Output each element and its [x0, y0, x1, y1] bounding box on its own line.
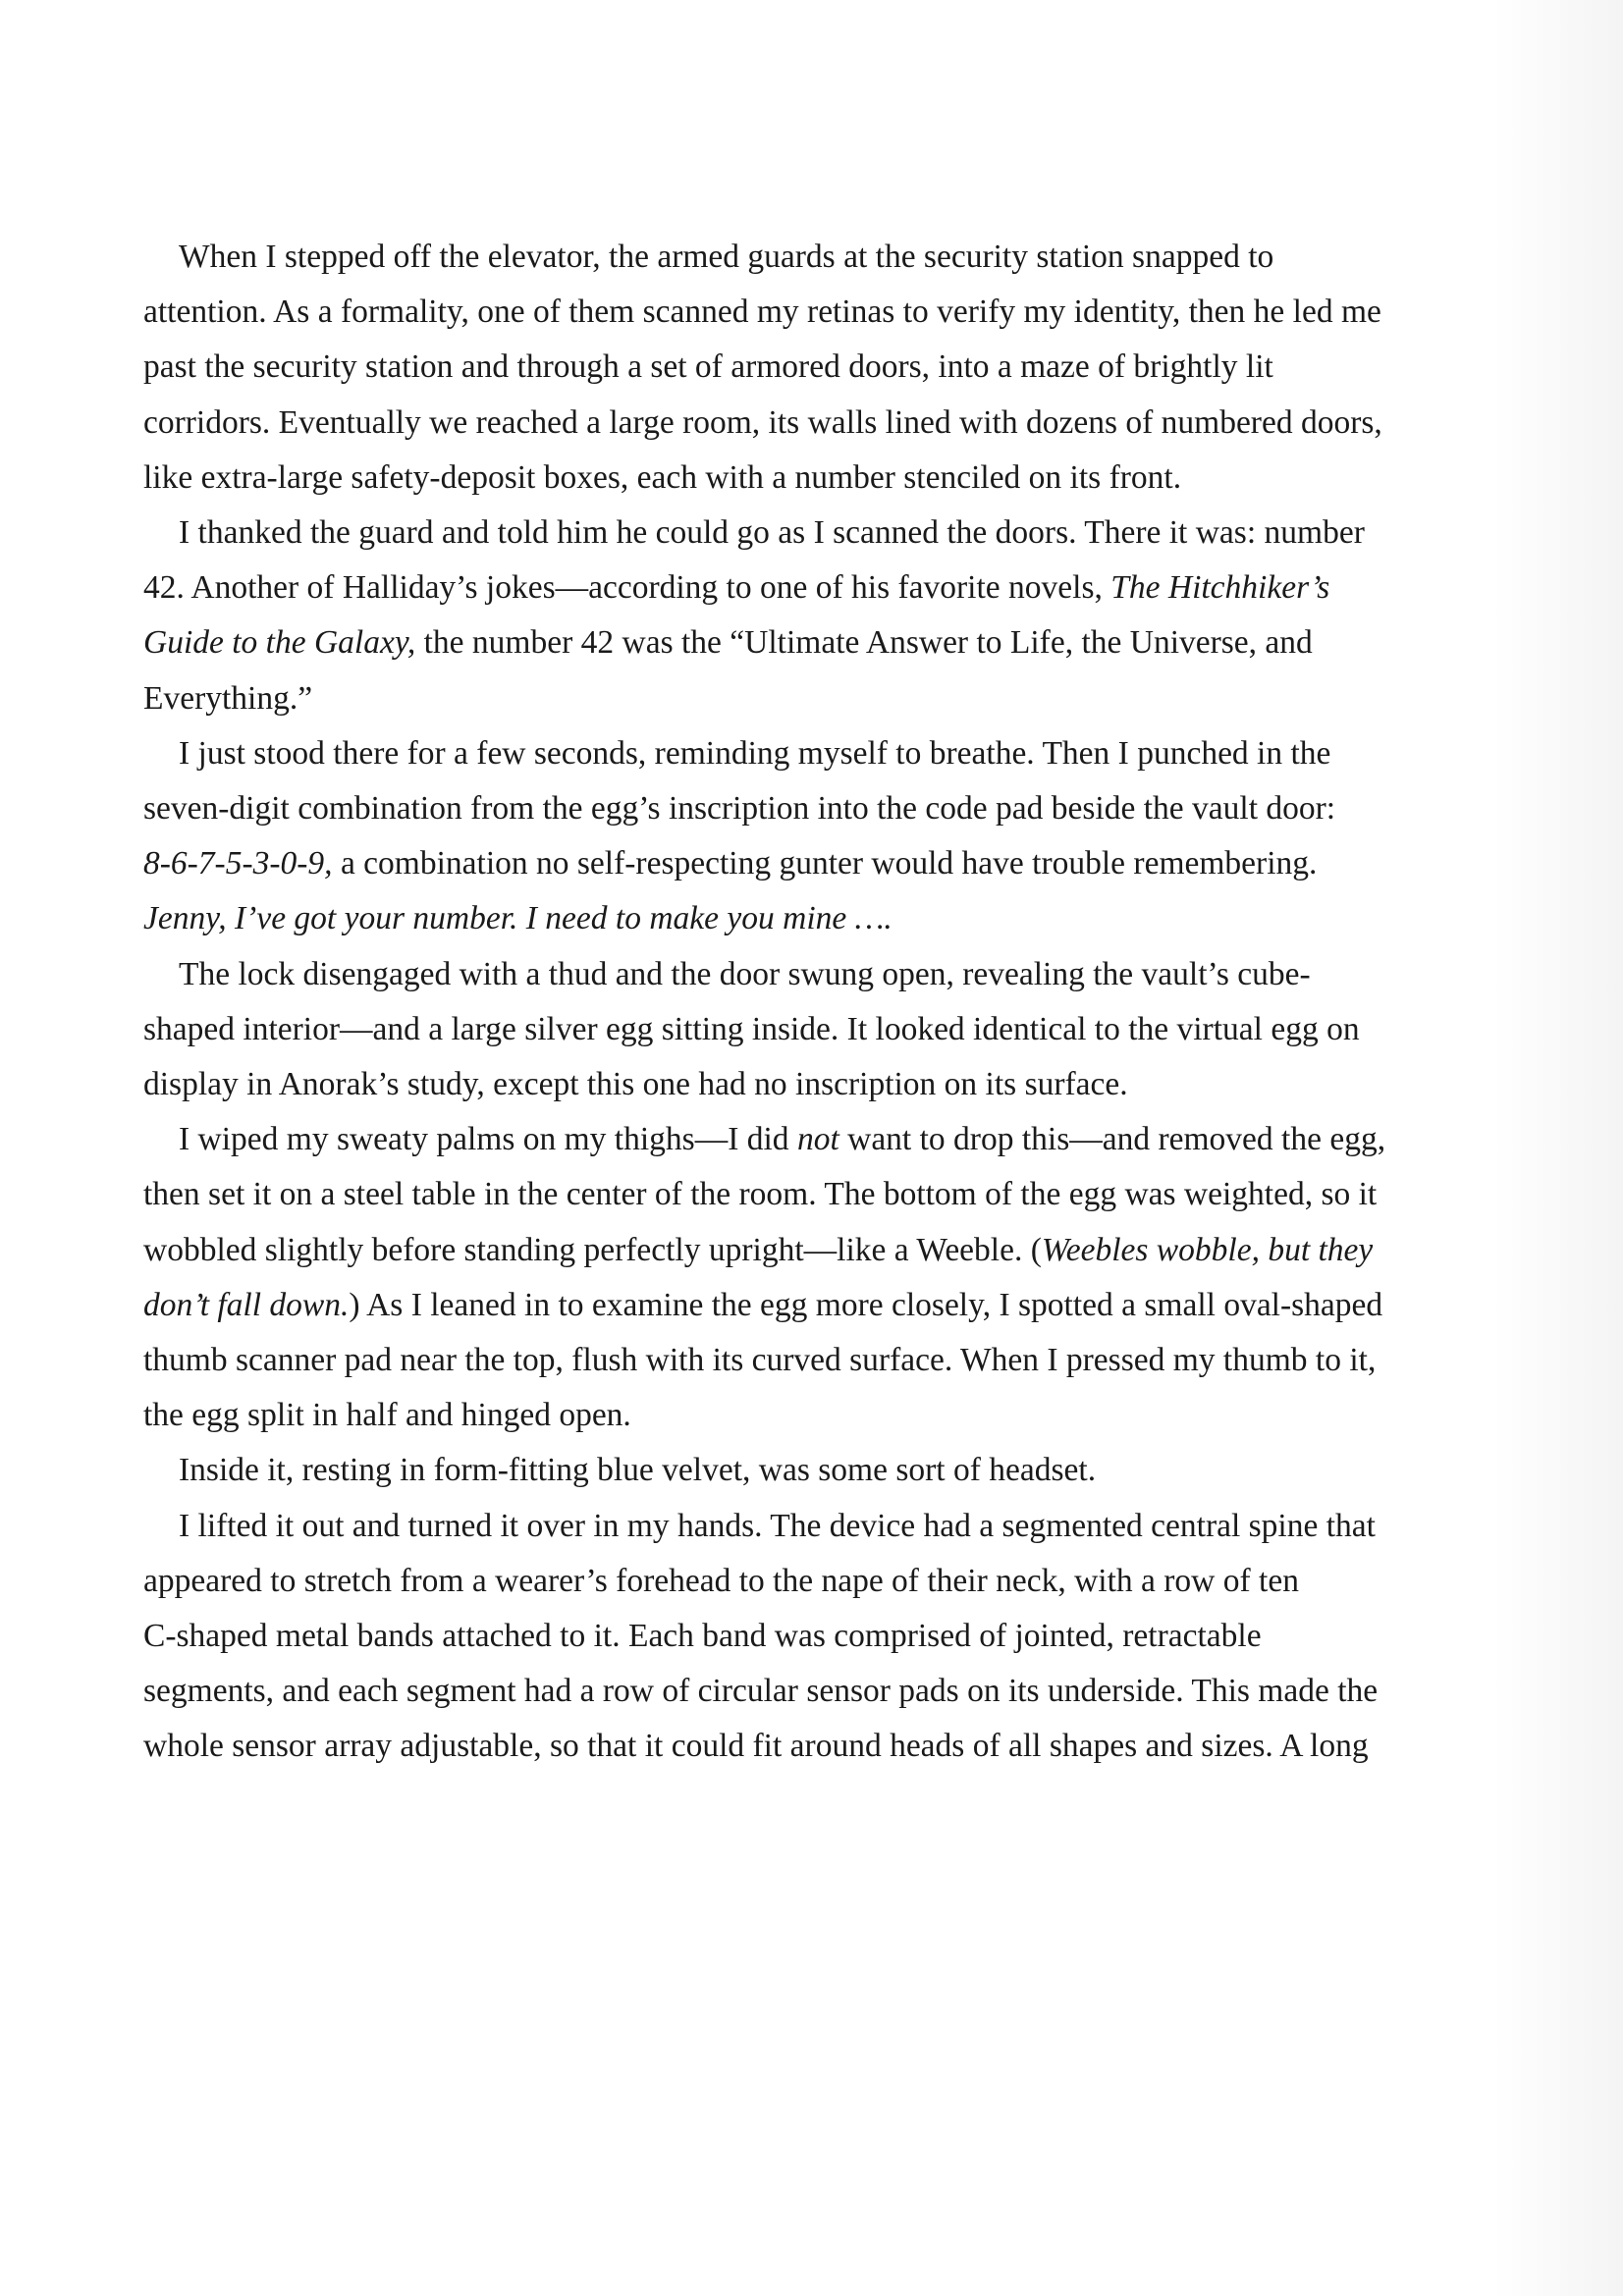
- text-line: [143, 781, 1538, 836]
- text-line: [143, 1002, 1538, 1057]
- text-line: [143, 340, 1538, 395]
- text-run: thumb scanner pad near the top, flush with its curved surface. When I pressed my thumb to it,: [143, 1342, 1377, 1379]
- text-run: like extra-large safety-deposit boxes, each with a number stenciled on its front.: [143, 458, 1182, 496]
- text-run: whole sensor array adjustable, so that it could fit around heads of all shapes and sizes. A long: [143, 1728, 1369, 1765]
- text-run: a combination no self-respecting gunter would have trouble remembering.: [332, 845, 1318, 882]
- text-line: [143, 285, 1538, 340]
- text-run: shaped interior—and a large silver egg sitting inside. It looked identical to the virtual egg on: [143, 1010, 1360, 1047]
- text-line: [143, 615, 1538, 670]
- text-run: wobbled slightly before standing perfectly upright—like a Weeble. (: [143, 1231, 1042, 1268]
- paragraph: [143, 1443, 1538, 1498]
- text-run: want to drop this—and removed the egg,: [839, 1121, 1386, 1158]
- text-line: [143, 230, 1538, 285]
- text-line: [143, 1499, 1538, 1554]
- italic-text: 8-6-7-5-3-0-9,: [143, 845, 333, 882]
- italic-text: The Hitchhiker’s: [1110, 569, 1330, 607]
- text-line: [143, 1609, 1538, 1664]
- text-run: I thanked the guard and told him he could go as I scanned the doors. There it was: number: [179, 514, 1365, 552]
- text-line: [143, 1167, 1538, 1222]
- text-run: then set it on a steel table in the center of the room. The bottom of the egg was weighted, so it: [143, 1176, 1378, 1213]
- text-run: seven-digit combination from the egg’s inscription into the code pad beside the vault door:: [143, 790, 1336, 828]
- paragraph: [143, 1112, 1538, 1443]
- text-run: corridors. Eventually we reached a large room, its walls lined with dozens of numbered doors,: [143, 403, 1382, 441]
- text-run: The lock disengaged with a thud and the door swung open, revealing the vault’s cube-: [179, 955, 1311, 992]
- text-run: display in Anorak’s study, except this one had no inscription on its surface.: [143, 1066, 1128, 1103]
- text-run: I just stood there for a few seconds, reminding myself to breathe. Then I punched in the: [179, 734, 1331, 772]
- text-run: segments, and each segment had a row of circular sensor pads on its underside. This made the: [143, 1673, 1379, 1710]
- paragraph: [143, 947, 1538, 1113]
- paragraph: [143, 726, 1538, 947]
- text-line: [143, 947, 1538, 1002]
- text-run: Inside it, resting in form-fitting blue velvet, was some sort of headset.: [179, 1452, 1097, 1489]
- text-line: [143, 671, 1538, 726]
- italic-text: Guide to the Galaxy,: [143, 624, 416, 662]
- text-run: appeared to stretch from a wearer’s forehead to the nape of their neck, with a row of ten: [143, 1562, 1299, 1599]
- body-text: [143, 230, 1538, 1775]
- text-run: Everything.”: [143, 679, 313, 717]
- text-line: [143, 726, 1538, 781]
- text-run: When I stepped off the elevator, the armed guards at the security station snapped to: [179, 239, 1274, 275]
- text-run: C-shaped metal bands attached to it. Each band was comprised of jointed, retractable: [143, 1618, 1262, 1655]
- text-line: [143, 506, 1538, 561]
- paragraph: [143, 506, 1538, 726]
- italic-text: not: [796, 1121, 839, 1158]
- text-line: [143, 1057, 1538, 1112]
- text-run: 42. Another of Halliday’s jokes—according to one of his favorite novels,: [143, 569, 1111, 607]
- italic-text: don’t fall down.: [143, 1286, 350, 1323]
- paragraph: [143, 1499, 1538, 1775]
- text-line: [143, 396, 1538, 451]
- text-line: [143, 451, 1538, 506]
- text-line: [143, 836, 1538, 891]
- text-line: [143, 1112, 1538, 1167]
- text-run: attention. As a formality, one of them scanned my retinas to verify my identity, then he led me: [143, 294, 1381, 331]
- text-run: past the security station and through a set of armored doors, into a maze of brightly lit: [143, 348, 1273, 386]
- text-line: [143, 1223, 1538, 1278]
- text-line: [143, 1388, 1538, 1443]
- text-run: the egg split in half and hinged open.: [143, 1397, 631, 1434]
- text-line: [143, 1554, 1538, 1609]
- text-line: [143, 1664, 1538, 1719]
- italic-text: Jenny, I’ve got your number. I need to make you mine ….: [143, 900, 893, 937]
- text-run: I lifted it out and turned it over in my hands. The device had a segmented central spine that: [179, 1507, 1376, 1544]
- text-line: [143, 1719, 1538, 1774]
- text-run: the number 42 was the “Ultimate Answer to Life, the Universe, and: [415, 624, 1313, 662]
- text-line: [143, 1443, 1538, 1498]
- text-line: [143, 1278, 1538, 1333]
- paragraph: [143, 230, 1538, 506]
- italic-text: Weebles wobble, but they: [1041, 1231, 1374, 1268]
- text-run: ) As I leaned in to examine the egg more closely, I spotted a small oval-shaped: [349, 1286, 1383, 1323]
- text-line: [143, 1333, 1538, 1388]
- text-line: [143, 561, 1538, 615]
- text-run: I wiped my sweaty palms on my thighs—I did: [179, 1121, 797, 1158]
- text-line: [143, 891, 1538, 946]
